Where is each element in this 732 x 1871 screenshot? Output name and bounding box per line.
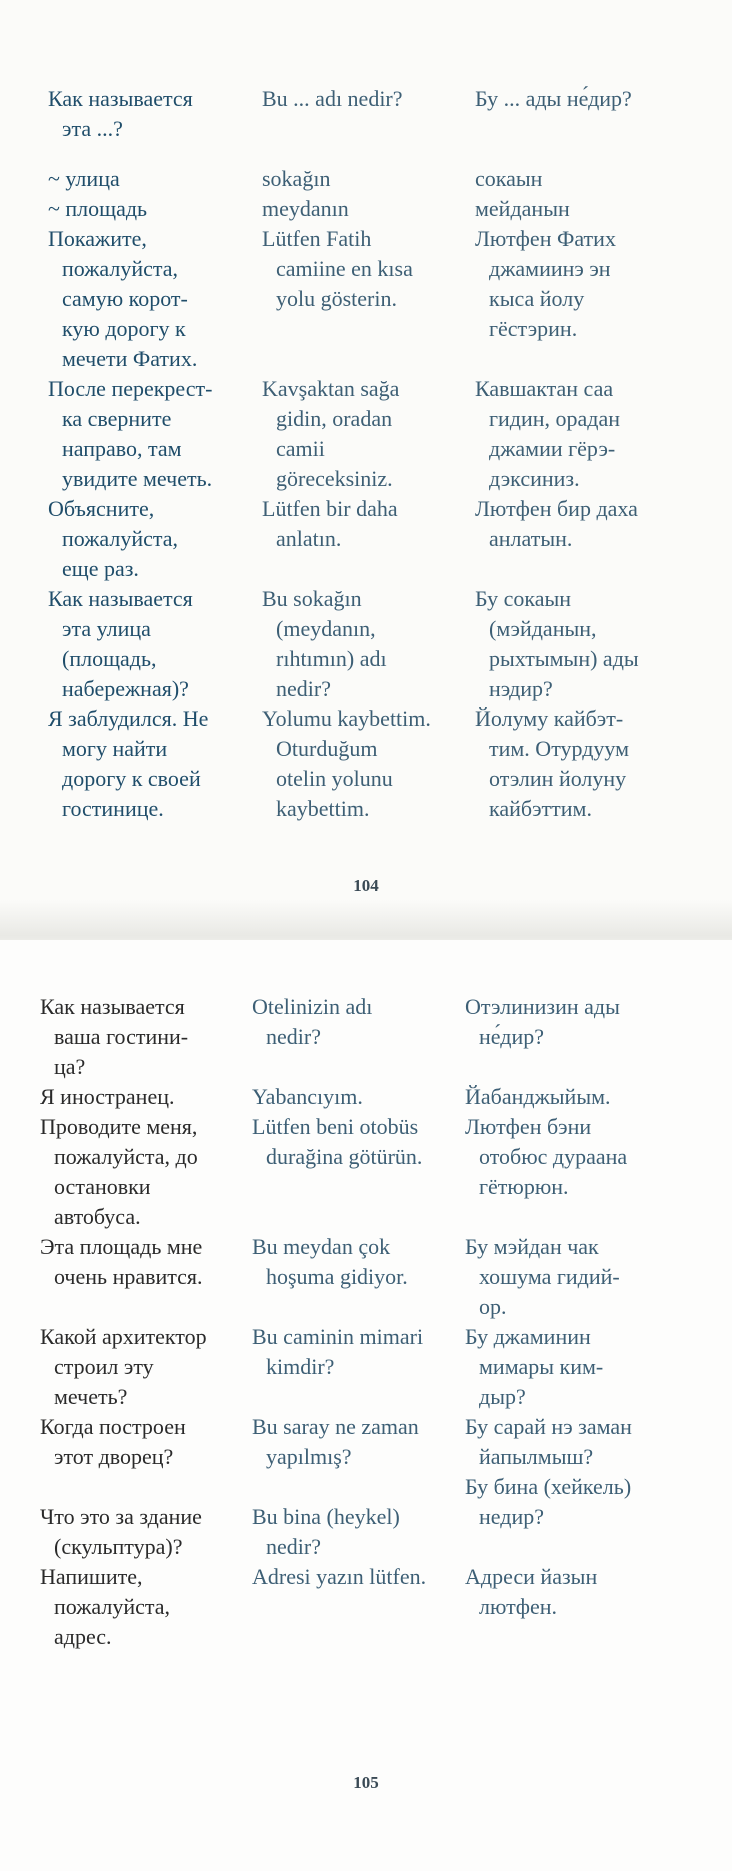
text-line: Lütfen bir daha <box>262 496 398 521</box>
text-line: Yolumu kaybettim. <box>262 706 431 731</box>
turkish-phrase <box>262 704 462 824</box>
text-line: мечеть? <box>54 1384 128 1409</box>
turkish-phrase <box>252 1562 462 1592</box>
transcription-phrase <box>465 1112 695 1202</box>
text-line: кыса йолу <box>489 286 585 311</box>
transcription-phrase <box>465 1322 695 1412</box>
text-line: Проводите меня, <box>40 1114 198 1139</box>
transcription-phrase <box>475 704 695 824</box>
text-line: Bu caminin mimari <box>252 1324 424 1349</box>
text-line: нэдир? <box>489 676 553 701</box>
transcription-phrase <box>475 374 695 494</box>
text-line: rıhtımın) adı <box>276 646 387 671</box>
text-line: (мэйданын, <box>489 616 597 641</box>
turkish-phrase <box>262 164 462 194</box>
text-line: Бу ... ады не́дир? <box>475 86 632 111</box>
russian-phrase <box>40 992 245 1082</box>
text-line: гёстэрин. <box>489 316 578 341</box>
turkish-phrase <box>252 992 462 1052</box>
text-line: (площадь, <box>62 646 157 671</box>
text-line: Отэлинизин ады <box>465 994 620 1019</box>
text-line: nedir? <box>276 676 331 701</box>
text-line: camii <box>276 436 325 461</box>
text-line: Кавшактан саа <box>475 376 614 401</box>
turkish-phrase <box>252 1412 462 1472</box>
text-line: Лютфен бэни <box>465 1114 592 1139</box>
text-line: эта улица <box>62 616 151 641</box>
text-line: отобюс дураана <box>479 1144 628 1169</box>
text-line: anlatın. <box>276 526 342 551</box>
text-line: набережная)? <box>62 676 189 701</box>
text-line: кайбэттим. <box>489 796 592 821</box>
text-line: ~ площадь <box>48 196 148 221</box>
text-line: ка сверните <box>62 406 172 431</box>
text-line: (meydanın, <box>276 616 376 641</box>
page-105 <box>0 940 732 1871</box>
text-line: джамиинэ эн <box>489 256 611 281</box>
page-104 <box>0 0 732 925</box>
text-line: nedir? <box>266 1024 321 1049</box>
text-line: yolu gösterin. <box>276 286 397 311</box>
page-number: 105 <box>353 1773 379 1792</box>
text-line: увидите мечеть. <box>62 466 213 491</box>
text-line: Объясните, <box>48 496 155 521</box>
text-line: Bu meydan çok <box>252 1234 391 1259</box>
text-line: могу найти <box>62 736 168 761</box>
text-line: Лютфен Фатих <box>475 226 616 251</box>
transcription-phrase <box>475 224 695 344</box>
text-line: ца? <box>54 1054 86 1079</box>
text-line: Kavşaktan sağa <box>262 376 400 401</box>
text-line: хошума гидий- <box>479 1264 620 1289</box>
russian-phrase <box>48 84 248 144</box>
text-line: мейданын <box>475 196 570 221</box>
text-line: направо, там <box>62 436 182 461</box>
text-line: Бу мэйдан чак <box>465 1234 599 1259</box>
text-line: Я заблудился. Не <box>48 706 209 731</box>
turkish-phrase <box>262 494 462 554</box>
text-line: sokağın <box>262 166 331 191</box>
text-line: ~ улица <box>48 166 120 191</box>
turkish-phrase <box>252 1082 462 1112</box>
text-line: ор. <box>479 1294 507 1319</box>
text-line: Адреси йазын <box>465 1564 598 1589</box>
text-line: остановки <box>54 1174 151 1199</box>
russian-phrase <box>40 1112 245 1232</box>
turkish-phrase <box>262 84 462 114</box>
text-line: yapılmış? <box>266 1444 352 1469</box>
text-line: Как называется <box>40 994 185 1019</box>
text-line: еще раз. <box>62 556 139 581</box>
text-line: самую корот- <box>62 286 188 311</box>
russian-phrase <box>48 704 248 824</box>
page-number: 104 <box>353 876 379 895</box>
text-line: дыр? <box>479 1384 526 1409</box>
text-line: camiine en kısa <box>276 256 413 281</box>
text-line: Otelinizin adı <box>252 994 373 1019</box>
text-line: gidin, oradan <box>276 406 393 431</box>
text-line: Эта площадь мне <box>40 1234 203 1259</box>
turkish-phrase <box>262 374 462 494</box>
text-line: Как называется <box>48 586 193 611</box>
text-line: строил эту <box>54 1354 154 1379</box>
russian-phrase <box>40 1232 245 1292</box>
text-line: Бу бина (хейкель) <box>465 1474 632 1499</box>
text-line: анлатын. <box>489 526 573 551</box>
text-line: адрес. <box>54 1624 112 1649</box>
turkish-phrase <box>252 1322 462 1382</box>
text-line: Покажите, <box>48 226 147 251</box>
text-line: Какой архитектор <box>40 1324 207 1349</box>
text-line: сокаын <box>475 166 543 191</box>
text-line: Adresi yazın lütfen. <box>252 1564 427 1589</box>
turkish-phrase <box>262 194 462 224</box>
text-line: эта ...? <box>62 116 123 141</box>
russian-phrase <box>48 584 248 704</box>
text-line: пожалуйста, до <box>54 1144 198 1169</box>
text-line: Bu sokağın <box>262 586 362 611</box>
russian-phrase <box>40 1322 245 1412</box>
text-line: otelin yolunu <box>276 766 393 791</box>
text-line: пожалуйста, <box>62 256 179 281</box>
turkish-phrase <box>252 1502 462 1562</box>
text-line: лютфен. <box>479 1594 558 1619</box>
transcription-phrase <box>465 1082 695 1112</box>
text-line: Lütfen beni otobüs <box>252 1114 419 1139</box>
text-line: meydanın <box>262 196 349 221</box>
text-line: Lütfen Fatih <box>262 226 372 251</box>
turkish-phrase <box>262 584 462 704</box>
text-line: автобуса. <box>54 1204 141 1229</box>
text-line: (скульптура)? <box>54 1534 183 1559</box>
transcription-phrase <box>465 1232 695 1322</box>
text-line: Бу джаминин <box>465 1324 591 1349</box>
transcription-phrase <box>475 194 695 224</box>
russian-phrase <box>48 224 248 374</box>
text-line: göreceksiniz. <box>276 466 393 491</box>
transcription-phrase <box>465 992 695 1052</box>
text-line: йапылмыш? <box>479 1444 594 1469</box>
russian-phrase <box>48 164 248 194</box>
transcription-phrase <box>475 584 695 704</box>
turkish-phrase <box>252 1112 462 1172</box>
text-line: гётюрюн. <box>479 1174 569 1199</box>
text-line: недир? <box>479 1504 544 1529</box>
text-line: hoşuma gidiyor. <box>266 1264 408 1289</box>
text-line: Йолуму кайбэт- <box>475 706 624 731</box>
text-line: мечети Фатих. <box>62 346 198 371</box>
transcription-phrase <box>465 1412 695 1532</box>
russian-phrase <box>40 1412 245 1472</box>
transcription-phrase <box>475 164 695 194</box>
text-line: джамии гёрэ- <box>489 436 616 461</box>
text-line: Oturduğum <box>276 736 378 761</box>
text-line: Лютфен бир даха <box>475 496 638 521</box>
turkish-phrase <box>262 224 462 314</box>
text-line: Как называется <box>48 86 193 111</box>
text-line: отэлин йолуну <box>489 766 627 791</box>
text-line: пожалуйста, <box>54 1594 171 1619</box>
text-line: nedir? <box>266 1534 321 1559</box>
text-line: гидин, орадан <box>489 406 621 431</box>
text-line: Что это за здание <box>40 1504 202 1529</box>
transcription-phrase <box>475 84 695 114</box>
text-line: Бу сарай нэ заман <box>465 1414 632 1439</box>
text-line: не́дир? <box>479 1024 544 1049</box>
text-line: Я иностранец. <box>40 1084 175 1109</box>
text-line: Напишите, <box>40 1564 143 1589</box>
russian-phrase <box>48 494 248 584</box>
text-line: тим. Отурдуум <box>489 736 630 761</box>
russian-phrase <box>48 374 248 494</box>
turkish-phrase <box>252 1232 462 1292</box>
text-line: Bu bina (heykel) <box>252 1504 400 1529</box>
text-line: дэксиниз. <box>489 466 580 491</box>
text-line: Когда построен <box>40 1414 186 1439</box>
text-line: kaybettim. <box>276 796 370 821</box>
text-line: Yabancıyım. <box>252 1084 363 1109</box>
text-line: kimdir? <box>266 1354 335 1379</box>
transcription-phrase <box>475 494 695 554</box>
russian-phrase <box>40 1562 245 1652</box>
text-line: пожалуйста, <box>62 526 179 551</box>
text-line: После перекрест- <box>48 376 213 401</box>
text-line: очень нравится. <box>54 1264 203 1289</box>
text-line: гостинице. <box>62 796 164 821</box>
text-line: мимары ким- <box>479 1354 604 1379</box>
text-line: Bu saray ne zaman <box>252 1414 419 1439</box>
text-line: дорогу к своей <box>62 766 201 791</box>
russian-phrase <box>40 1082 245 1112</box>
text-line: Бу сокаын <box>475 586 572 611</box>
transcription-phrase <box>465 1562 695 1622</box>
text-line: кую дорогу к <box>62 316 186 341</box>
text-line: этот дворец? <box>54 1444 174 1469</box>
text-line: ваша гостини- <box>54 1024 189 1049</box>
text-line: durağina götürün. <box>266 1144 423 1169</box>
russian-phrase <box>40 1502 245 1562</box>
russian-phrase <box>48 194 248 224</box>
text-line: Bu ... adı nedir? <box>262 86 403 111</box>
text-line: Йабанджыйым. <box>465 1084 611 1109</box>
text-line: рыхтымын) ады <box>489 646 639 671</box>
